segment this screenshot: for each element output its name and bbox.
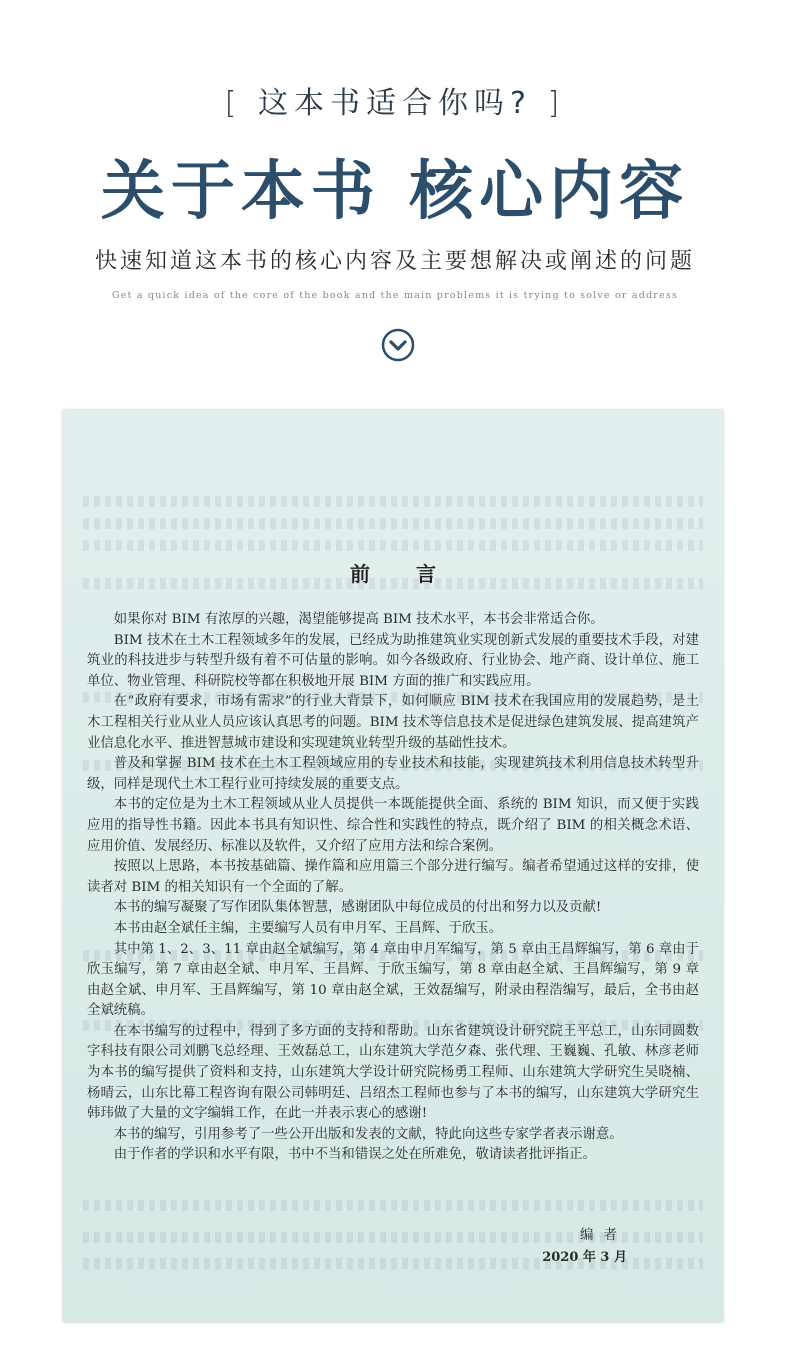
- subtitle-text: 这本书适合你吗?: [258, 86, 532, 121]
- preface-heading: 前言: [350, 562, 482, 586]
- preface-body: [87, 610, 699, 1166]
- bleed-through-line: [83, 518, 703, 529]
- description: 快速知道这本书的核心内容及主要想解决或阐述的问题: [94, 249, 695, 274]
- bleed-through-line: [83, 1200, 703, 1211]
- paragraph: 本书的定位是为土木工程领域从业人员提供一本既能提供全面、系统的 BIM 知识，而又便于实践应用的指导性书籍。因此本书具有知识性、综合性和实践性的特点，既介绍了 BIM 的相关概念术语、应用价值、发展经历、标准以及软件，又介绍了应用方法和综合案例。: [87, 797, 699, 854]
- paragraph: 本书的编写，引用参考了一些公开出版和发表的文献，特此向这些专家学者表示谢意。: [113, 1126, 623, 1142]
- paragraph: 普及和掌握 BIM 技术在土木工程领域应用的专业技术和技能，实现建筑技术利用信息技术转型升级，同样是现代土木工程行业可持续发展的重要支点。: [87, 756, 699, 792]
- paragraph: BIM 技术在土木工程领域多年的发展，已经成为助推建筑业实现创新式发展的重要技术手段，对建筑业的科技进步与转型升级有着不可估量的影响。如今各级政府、行业协会、地产商、设计单位、施工单位、物业管理、科研院校等都在积极地开展 BIM 方面的推广和实践应用。: [87, 632, 699, 689]
- paragraph: 其中第 1、2、3、11 章由赵全斌编写，第 4 章由申月军编写，第 5 章由王昌辉编写，第 6 章由于欣玉编写，第 7 章由赵全斌、申月军、王昌辉、于欣玉编写，第 8 章由赵全斌、王昌辉编写，第 9 章由赵全斌、申月军、王昌辉编写，第 10 章由赵全斌，王效磊编写，附录由程浩编写，最后，全书由赵全斌统稿。: [87, 941, 699, 1019]
- paragraph: 按照以上思路，本书按基础篇、操作篇和应用篇三个部分进行编写。编者希望通过这样的安排，使读者对 BIM 的相关知识有一个全面的了解。: [87, 859, 699, 895]
- paragraph: 在“政府有要求，市场有需求”的行业大背景下，如何顺应 BIM 技术在我国应用的发展趋势，是土木工程相关行业从业人员应该认真思考的问题。BIM 技术等信息技术是促进绿色建筑发展、提高建筑产业信息化水平、推进智慧城市建设和实现建筑业转型升级的基础性技术。: [87, 694, 699, 751]
- signature: 编者: [580, 1227, 627, 1243]
- chevron-down-circle-icon: [381, 328, 415, 362]
- book-page: [63, 410, 723, 1322]
- bracket-left: [: [224, 86, 243, 121]
- paragraph: 如果你对 BIM 有浓厚的兴趣，渴望能够提高 BIM 技术水平，本书会非常适合你。: [113, 612, 604, 627]
- date: 2020 年 3 月: [542, 1250, 627, 1265]
- paragraph: 由于作者的学识和水平有限，书中不当和错误之处在所难免，敬请读者批评指正。: [113, 1147, 596, 1163]
- bleed-through-line: [83, 540, 703, 551]
- paragraph: 本书由赵全斌任主编，主要编写人员有申月军、王昌辉、于欣玉。: [113, 920, 503, 936]
- bleed-through-line: [83, 496, 703, 507]
- paragraph: 在本书编写的过程中，得到了多方面的支持和帮助。山东省建筑设计研究院王平总工，山东同圆数字科技有限公司刘鹏飞总经理、王效磊总工，山东建筑大学范夕森、张代理、王巍巍、孔敏、林彦老师为本书的编写提供了资料和支持，山东建筑大学设计研究院杨勇工程师、山东建筑大学研究生吴晓楠、杨晴云，山东比幕工程咨询有限公司韩明廷、吕绍杰工程师也参与了本书的编写，山东建筑大学研究生韩玮做了大量的文字编辑工作，在此一并表示衷心的感谢!: [87, 1023, 699, 1122]
- main-title: 关于本书 核心内容: [100, 155, 690, 229]
- description-en: Get a quick idea of the core of the book and the main problems it is trying to solve or address: [112, 290, 678, 301]
- bracket-right: ]: [547, 86, 566, 121]
- subtitle: [0, 78, 790, 122]
- paragraph: 本书的编写凝聚了写作团队集体智慧，感谢团队中每位成员的付出和努力以及贡献!: [113, 900, 602, 916]
